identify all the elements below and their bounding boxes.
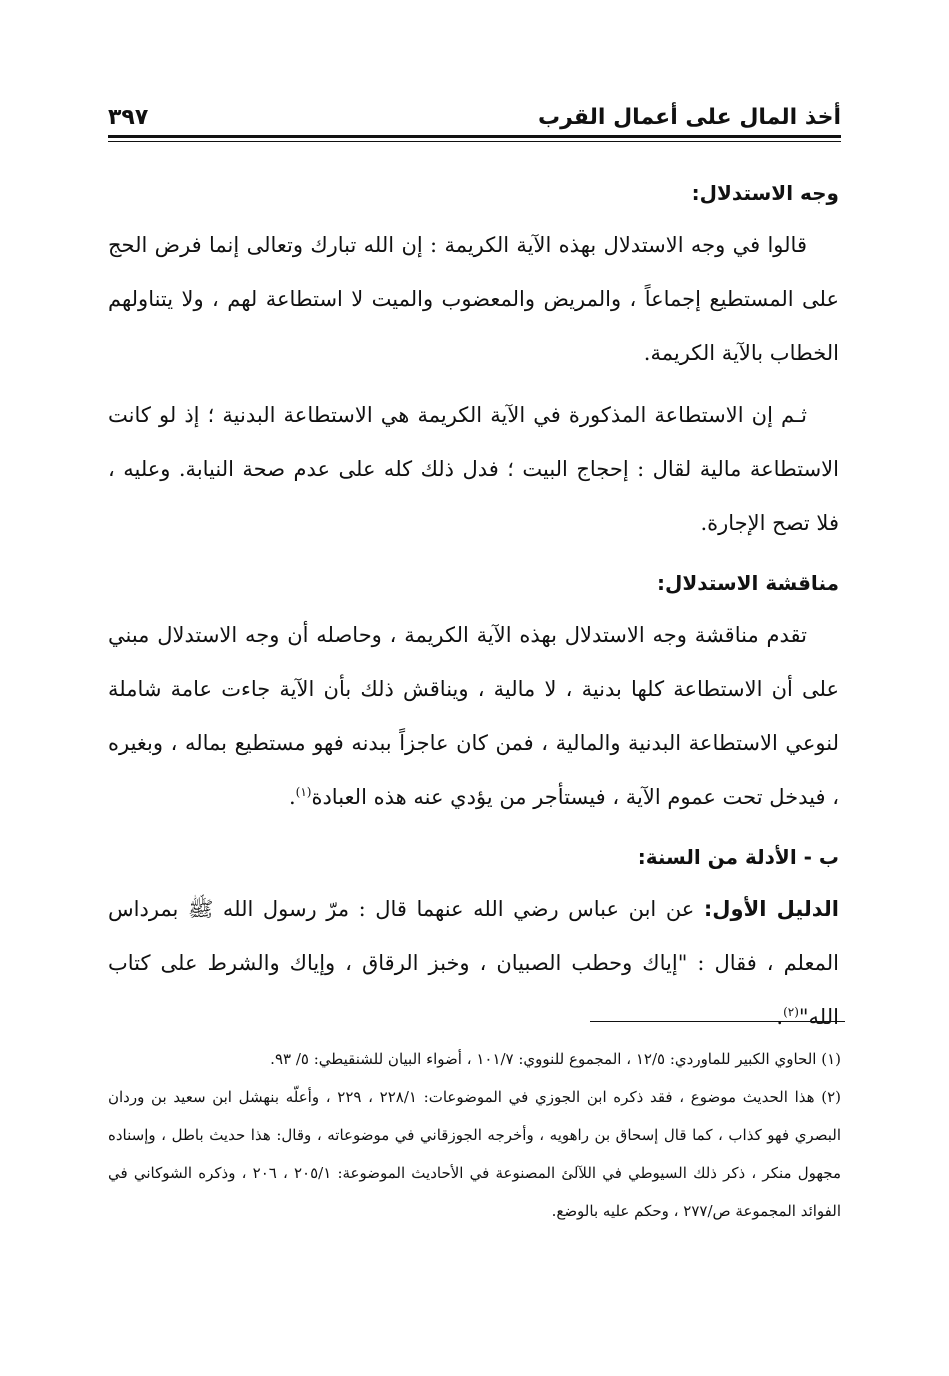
evidence-label: الدليل الأول:	[703, 897, 839, 921]
footnotes	[108, 1040, 841, 1230]
footnote-rule	[590, 1021, 845, 1022]
paragraph	[108, 608, 839, 824]
section-heading-sunnah: ب - الأدلة من السنة:	[637, 845, 839, 869]
running-title: أخذ المال على أعمال القرب	[537, 105, 841, 130]
body-text	[108, 168, 839, 1052]
paragraph: قالوا في وجه الاستدلال بهذه الآية الكريمة : إن الله تبارك وتعالى إنما فرض الحج على المستطيع إجماعاً ، والمريض والمعضوب والميت لا استطاعة لهم ، ولا يتناولهم الخطاب بالآية الكريمة.	[108, 233, 839, 365]
footnote-1: (١) الحاوي الكبير للماوردي: ١٢/٥ ، المجموع للنووي: ١٠١/٧ ، أضواء البيان للشنقيطي: ٥/ ٩٣.	[270, 1050, 841, 1068]
page-number: ٣٩٧	[108, 105, 149, 130]
section-heading-istidlal: وجه الاستدلال:	[691, 181, 839, 205]
footnote-2: (٢) هذا الحديث موضوع ، فقد ذكره ابن الجوزي في الموضوعات: ٢٢٨/١ ، ٢٢٩ ، وأعلّه بنهشل ابن سعيد بن وردان البصري فهو كذاب ، كما قال إسحاق بن راهويه ، وأخرجه الجوزقاني في موضوعاته ، وقال: هذا حديث باطل ، وإسناده مجهول منكر ، ذكر ذلك السيوطي في اللآلئ المصنوعة في الأحاديث الموضوعة: ٢٠٥/١ ، ٢٠٦ ، وذكره الشوكاني في الفوائد المجموعة ص/٢٧٧ ، وحكم عليه بالوضع.	[108, 1088, 841, 1220]
end-mark: .	[288, 785, 296, 809]
paragraph-text: عن ابن عباس رضي الله عنهما قال : مرّ رسول الله ﷺ بمرداس المعلم ، فقال : "إياك وحطب الصبيان ، وخبز الرقاق ، وإياك والشرط على كتاب الله"	[108, 897, 839, 1029]
header-rule	[108, 135, 841, 138]
paragraph	[108, 882, 839, 1044]
end-mark: .	[776, 1005, 784, 1029]
header-rule-thin	[108, 141, 841, 142]
footnote-ref-2: (٢)	[783, 1005, 799, 1019]
paragraph-text: تقدم مناقشة وجه الاستدلال بهذه الآية الكريمة ، وحاصله أن وجه الاستدلال مبني على أن الاستطاعة كلها بدنية ، لا مالية ، ويناقش ذلك بأن الآية جاءت عامة شاملة لنوعي الاستطاعة البدنية والمالية ، فمن كان عاجزاً ببدنه فهو مستطيع بماله ، وبغيره ، فيدخل تحت عموم الآية ، فيستأجر من يؤدي عنه هذه العبادة	[108, 623, 839, 809]
paragraph: ثـم إن الاستطاعة المذكورة في الآية الكريمة هي الاستطاعة البدنية ؛ إذ لو كانت الاستطاعة مالية لقال : إحجاج البيت ؛ فدل ذلك كله على عدم صحة النيابة. وعليه ، فلا تصح الإجارة.	[108, 403, 839, 535]
footnote-ref-1: (١)	[295, 785, 312, 799]
section-heading-munaqasha: مناقشة الاستدلال:	[657, 571, 839, 595]
running-head	[108, 90, 841, 130]
